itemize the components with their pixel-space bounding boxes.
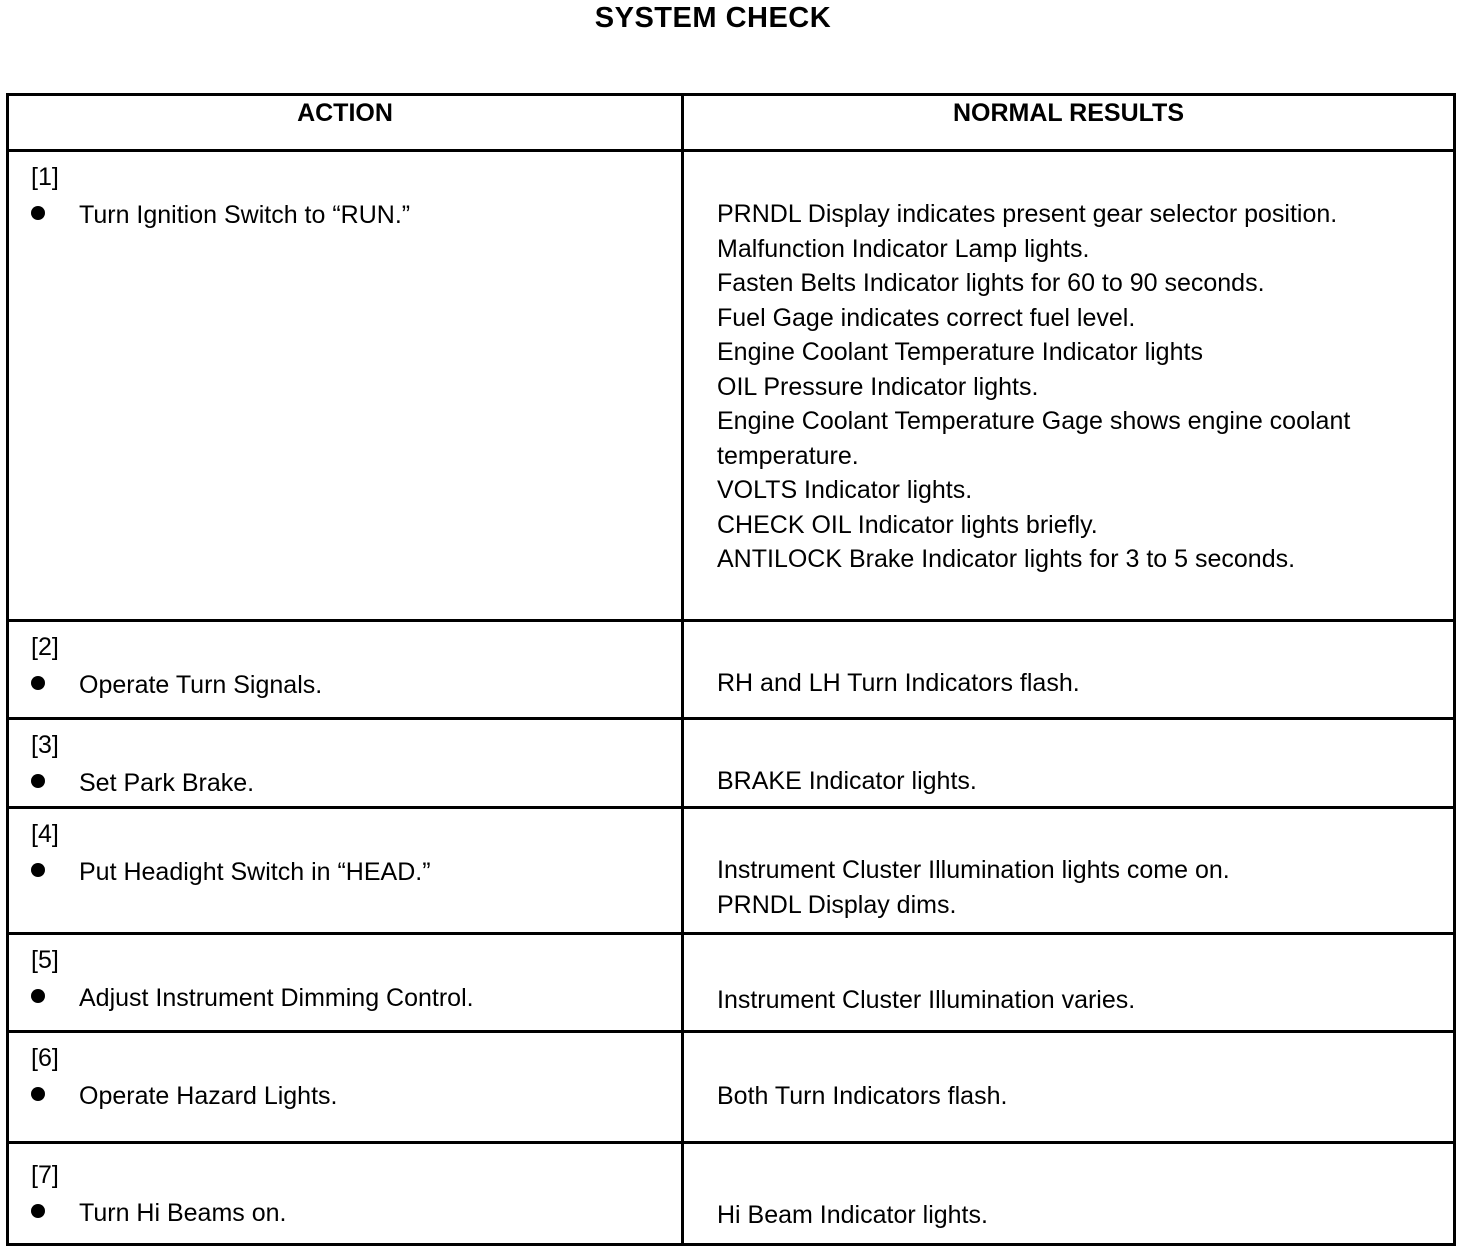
- action-cell: [8, 621, 683, 719]
- normal-results-column-header: NORMAL RESULTS: [683, 95, 1455, 151]
- system-check-table: [6, 93, 1456, 1246]
- results-cell: [683, 719, 1455, 808]
- table-row: [8, 934, 1455, 1032]
- result-line: Instrument Cluster Illumination lights come on.: [717, 856, 1230, 884]
- step-number: [5]: [31, 946, 59, 974]
- table-row: [8, 719, 1455, 808]
- results-cell: [683, 1032, 1455, 1143]
- action-column-header: ACTION: [8, 95, 683, 151]
- bullet-icon: [31, 989, 45, 1003]
- result-line: Fuel Gage indicates correct fuel level.: [717, 303, 1136, 332]
- result-line: RH and LH Turn Indicators flash.: [717, 669, 1080, 697]
- result-line: PRNDL Display indicates present gear selector position.: [717, 200, 1338, 228]
- result-line: Malfunction Indicator Lamp lights.: [717, 234, 1090, 263]
- results-list: [717, 1198, 1443, 1233]
- action-cell: [8, 1143, 683, 1245]
- step-number: [2]: [31, 633, 59, 661]
- results-list: [717, 983, 1443, 1018]
- action-cell: [8, 151, 683, 621]
- action-cell: [8, 808, 683, 934]
- result-line: OIL Pressure Indicator lights.: [717, 372, 1039, 401]
- table-row: [8, 808, 1455, 934]
- step-number: [6]: [31, 1044, 59, 1072]
- results-list: [717, 197, 1443, 577]
- result-line: Hi Beam Indicator lights.: [717, 1201, 988, 1229]
- result-line: PRNDL Display dims.: [717, 890, 957, 919]
- bullet-icon: [31, 863, 45, 877]
- result-line: VOLTS Indicator lights.: [717, 476, 973, 504]
- result-line: BRAKE Indicator lights.: [717, 767, 977, 795]
- action-cell: [8, 1032, 683, 1143]
- step-number: [4]: [31, 820, 59, 848]
- bullet-icon: [31, 774, 45, 788]
- table-row: [8, 151, 1455, 621]
- results-list: [717, 666, 1443, 701]
- bullet-icon: [31, 1087, 45, 1101]
- action-cell: [8, 719, 683, 808]
- step-number: [3]: [31, 731, 59, 759]
- table-row: [8, 1032, 1455, 1143]
- results-cell: [683, 808, 1455, 934]
- bullet-icon: [31, 676, 45, 690]
- results-list: [717, 853, 1443, 922]
- page-title: SYSTEM CHECK: [594, 2, 832, 34]
- bullet-icon: [31, 1204, 45, 1218]
- results-cell: [683, 934, 1455, 1032]
- action-text: Turn Ignition Switch to “RUN.”: [79, 201, 411, 229]
- table-row: [8, 1143, 1455, 1245]
- action-text: Operate Turn Signals.: [79, 671, 323, 699]
- table-header-row: [8, 95, 1455, 151]
- action-text: Adjust Instrument Dimming Control.: [79, 984, 474, 1012]
- action-text: Put Headight Switch in “HEAD.”: [79, 858, 431, 886]
- table-row: [8, 621, 1455, 719]
- action-cell: [8, 934, 683, 1032]
- action-text: Set Park Brake.: [79, 769, 255, 797]
- action-text: Turn Hi Beams on.: [79, 1199, 287, 1227]
- result-line: Both Turn Indicators flash.: [717, 1082, 1008, 1110]
- results-list: [717, 764, 1443, 799]
- results-cell: [683, 1143, 1455, 1245]
- result-line: Engine Coolant Temperature Gage shows engine coolant temperature.: [717, 407, 1351, 470]
- results-cell: [683, 151, 1455, 621]
- result-line: Engine Coolant Temperature Indicator lights: [717, 338, 1203, 366]
- step-number: [1]: [31, 163, 59, 191]
- results-cell: [683, 621, 1455, 719]
- action-text: Operate Hazard Lights.: [79, 1082, 338, 1110]
- result-line: Fasten Belts Indicator lights for 60 to 90 seconds.: [717, 269, 1265, 297]
- result-line: Instrument Cluster Illumination varies.: [717, 986, 1136, 1014]
- result-line: ANTILOCK Brake Indicator lights for 3 to 5 seconds.: [717, 545, 1296, 573]
- results-list: [717, 1079, 1443, 1114]
- result-line: CHECK OIL Indicator lights briefly.: [717, 510, 1098, 539]
- bullet-icon: [31, 206, 45, 220]
- step-number: [7]: [31, 1161, 59, 1189]
